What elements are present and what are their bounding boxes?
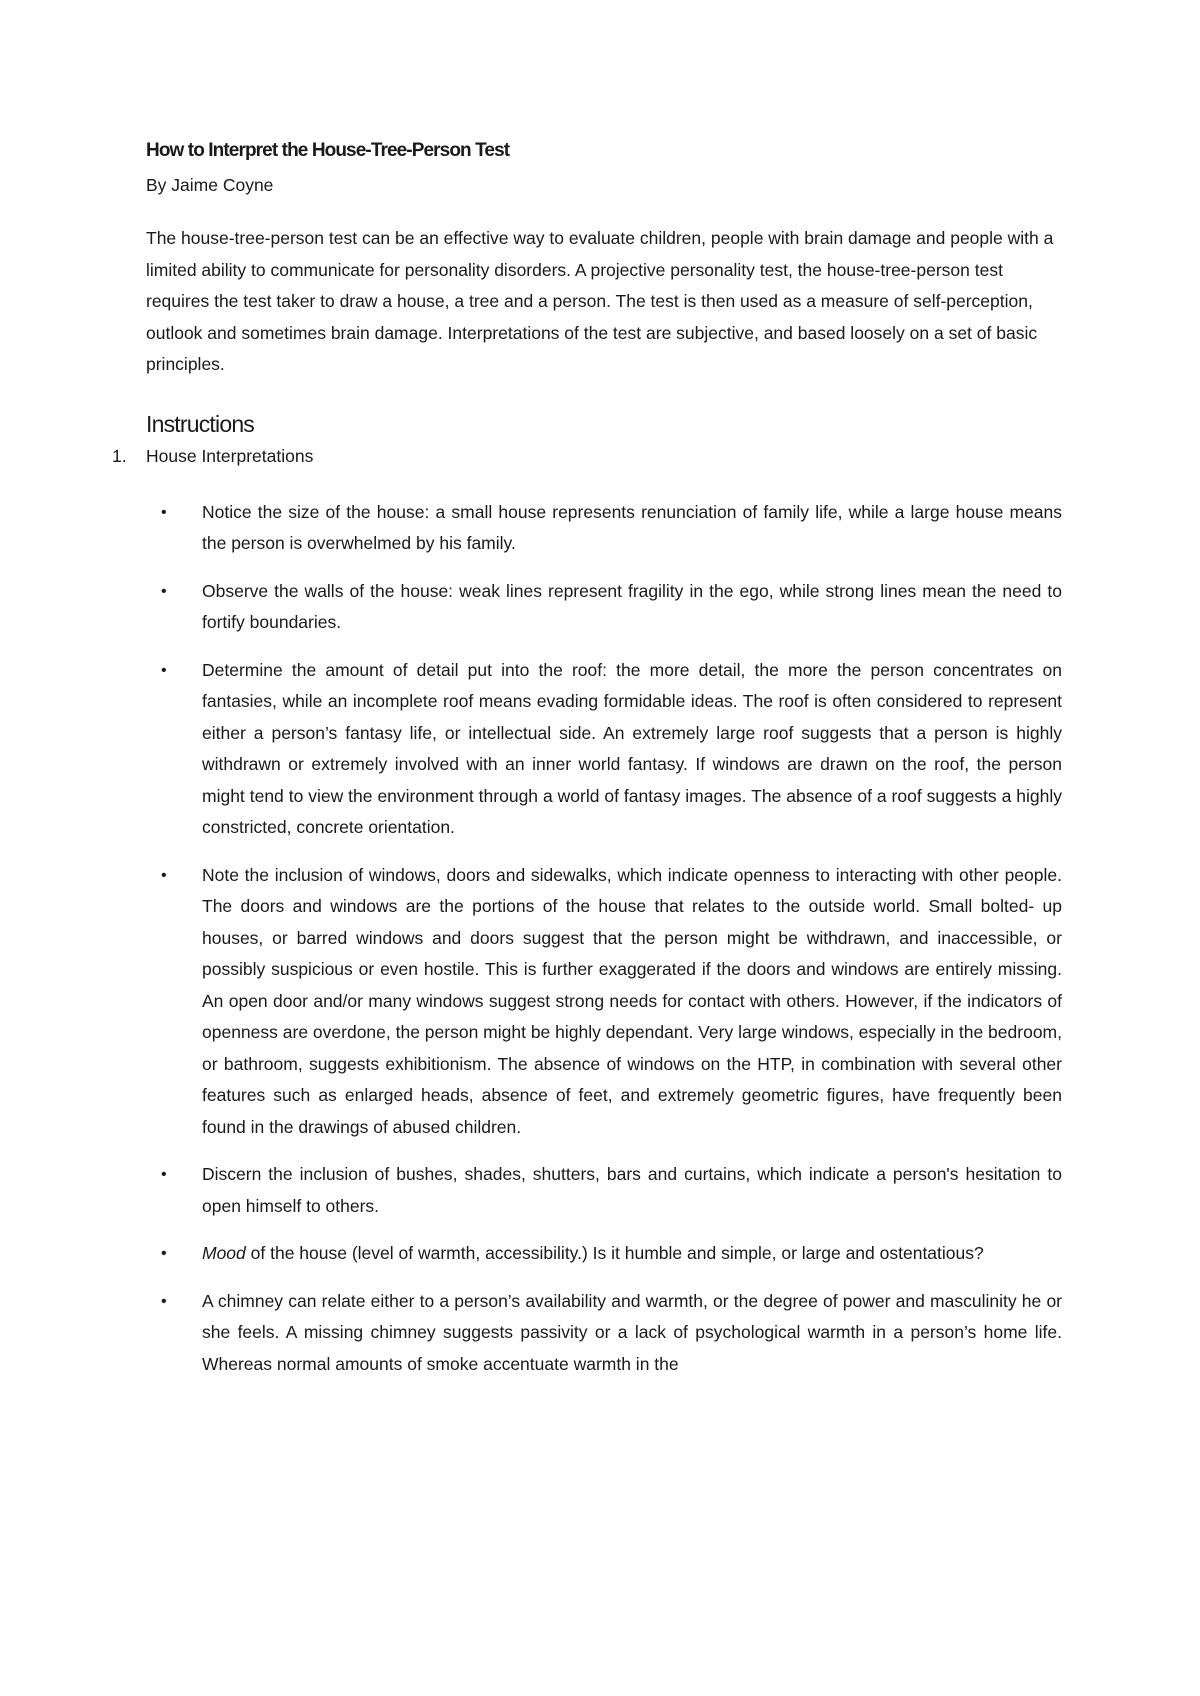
bullet-text: Determine the amount of detail put into the roof: the more detail, the more the person concentrates on fantasies, while an incomplete roof means evading formidable ideas. The roof is often considered to represent either a person’s fantasy life, or intellectual side. An extremely large roof suggests that a person is highly withdrawn or extremely involved with an inner world fantasy. If windows are drawn on the roof, the person might tend to view the environment through a world of fantasy images. The absence of a roof suggests a highly constricted, concrete orientation.	[202, 659, 1062, 837]
bullet-item	[146, 497, 1062, 560]
bullet-icon: •	[161, 1292, 167, 1310]
bullet-text: Discern the inclusion of bushes, shades, shutters, bars and curtains, which indicate a person's hesitation to open himself to others.	[202, 1164, 1062, 1216]
bullet-text: A chimney can relate either to a person’s availability and warmth, or the degree of power and masculinity he or she feels. A missing chimney suggests passivity or a lack of psychological warmth in a person’s home life. Whereas normal amounts of smoke accentuate warmth in the	[202, 1290, 1062, 1374]
list-number: 1.	[112, 445, 127, 466]
bullet-icon: •	[161, 582, 167, 600]
bullet-item-mood	[146, 1238, 1062, 1270]
bullet-text: of the house (level of warmth, accessibility.) Is it humble and simple, or large and ostentatious?	[245, 1243, 984, 1263]
bullet-text: Notice the size of the house: a small house represents renunciation of family life, while a large house means the person is overwhelmed by his family.	[202, 501, 1062, 553]
list-item-label: House Interpretations	[146, 445, 314, 466]
intro-paragraph: The house-tree-person test can be an effective way to evaluate children, people with brain damage and people with a limited ability to communicate for personality disorders. A projective personality test, the house-tree-person test requires the test taker to draw a house, a tree and a person. The test is then used as a measure of self-perception, outlook and sometimes brain damage. Interpretations of the test are subjective, and based loosely on a set of basic principles.	[146, 228, 1054, 374]
bullet-icon: •	[161, 1166, 167, 1183]
document-title: How to Interpret the House-Tree-Person Test	[146, 140, 510, 161]
document-body	[112, 140, 1062, 1396]
bullet-icon: •	[161, 1245, 167, 1262]
numbered-list-item	[112, 443, 1062, 469]
bullet-list	[146, 497, 1062, 1381]
bullet-emphasis: Mood	[202, 1243, 246, 1263]
bullet-item	[146, 1159, 1062, 1222]
section-heading-instructions: Instructions	[146, 410, 255, 437]
bullet-icon: •	[161, 503, 167, 521]
bullet-item-chimney	[146, 1286, 1062, 1381]
author-byline: By Jaime Coyne	[146, 175, 274, 195]
bullet-icon: •	[161, 866, 167, 884]
bullet-item	[146, 860, 1062, 1144]
bullet-text: Note the inclusion of windows, doors and sidewalks, which indicate openness to interacting with other people. The doors and windows are the portions of the house that relates to the outside world. Small bolted- up houses, or barred windows and doors suggest that the person might be withdrawn, and inaccessible, or possibly suspicious or even hostile. This is further exaggerated if the doors and windows are entirely missing. An open door and/or many windows suggest strong needs for contact with others. However, if the indicators of openness are overdone, the person might be highly dependant. Very large windows, especially in the bedroom, or bathroom, suggests exhibitionism. The absence of windows on the HTP, in combination with several other features such as enlarged heads, absence of feet, and extremely geometric figures, have frequently been found in the drawings of abused children.	[202, 864, 1062, 1137]
bullet-icon: •	[161, 661, 167, 679]
bullet-text: Observe the walls of the house: weak lines represent fragility in the ego, while strong lines mean the need to fortify boundaries.	[202, 580, 1062, 632]
bullet-item	[146, 655, 1062, 844]
bullet-item	[146, 576, 1062, 639]
